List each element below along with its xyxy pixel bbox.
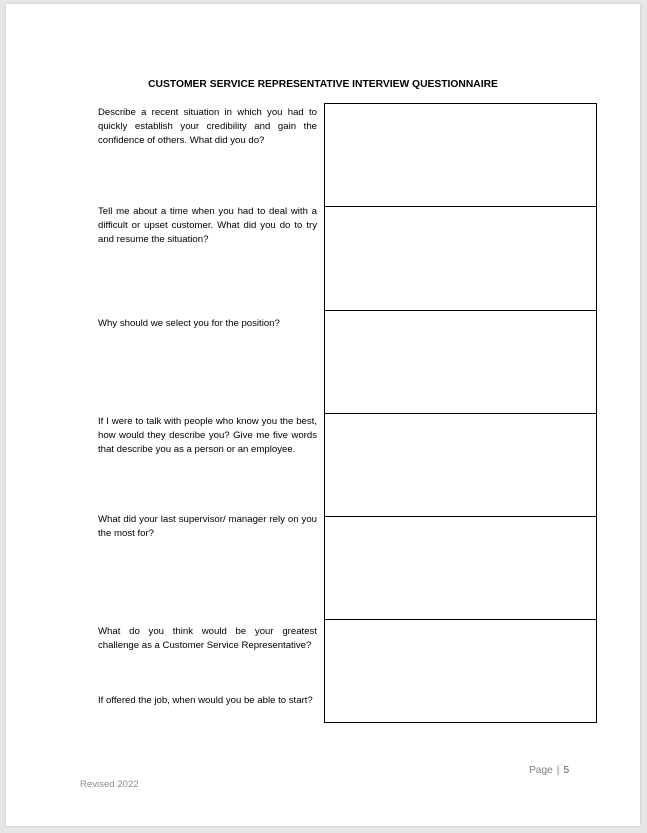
answer-box-5[interactable] <box>324 516 597 620</box>
answer-box-4[interactable] <box>324 413 597 517</box>
question-4: If I were to talk with people who know you the best, how would they describe you? Give me five words that describe you as a person or an employee. <box>98 416 317 455</box>
question-5: What did your last supervisor/ manager rely on you the most for? <box>98 514 317 539</box>
page-number-footer <box>529 765 569 776</box>
question-7: If offered the job, when would you be able to start? <box>98 695 313 706</box>
answer-box-1[interactable] <box>324 103 597 207</box>
document-title: CUSTOMER SERVICE REPRESENTATIVE INTERVIEW QUESTIONNAIRE <box>148 79 498 90</box>
answer-box-2[interactable] <box>324 206 597 311</box>
answer-box-6[interactable] <box>324 619 597 723</box>
question-2: Tell me about a time when you had to deal with a difficult or upset customer. What did you do to try and resume the situation? <box>98 206 317 245</box>
question-1: Describe a recent situation in which you had to quickly establish your credibility and gain the confidence of others. What did you do? <box>98 107 317 146</box>
question-3: Why should we select you for the position? <box>98 318 280 329</box>
revised-footer: Revised 2022 <box>80 779 139 790</box>
question-6: What do you think would be your greatest challenge as a Customer Service Representative? <box>98 626 317 651</box>
answer-box-3[interactable] <box>324 310 597 414</box>
page-separator: | <box>556 765 560 776</box>
page-number: 5 <box>563 765 570 776</box>
page-label: Page <box>529 765 553 776</box>
